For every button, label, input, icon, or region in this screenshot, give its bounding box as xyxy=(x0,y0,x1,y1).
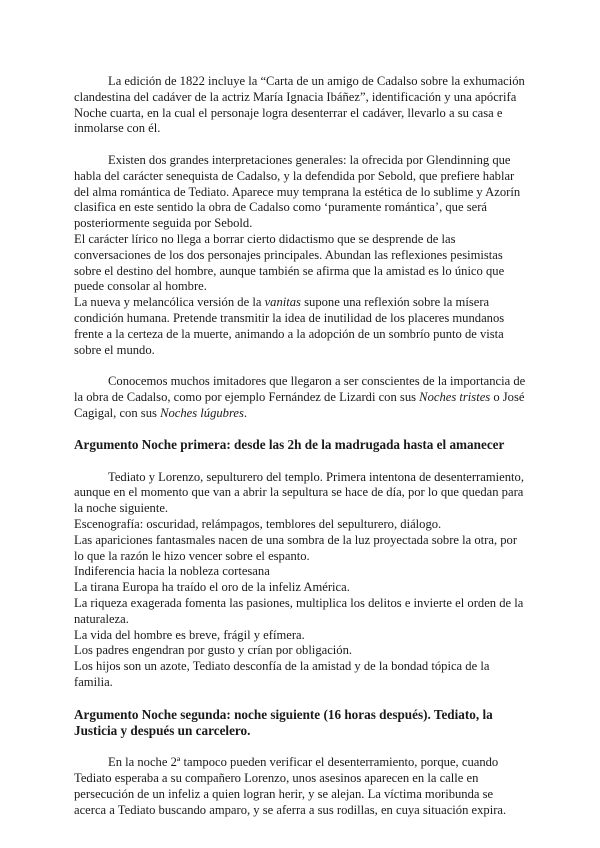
spacer xyxy=(74,740,526,756)
vanitas-text-post: supone una reflexión sobre la mísera condición humana. Pretende transmitir la idea de inutilidad de los placeres mundanos frente a la certeza de la muerte, animando a la adopción de un sombrío punto de vista sobre el mundo. xyxy=(74,295,505,357)
spacer xyxy=(74,137,526,153)
title-noches-tristes: Noches tristes xyxy=(419,389,491,404)
document-page xyxy=(74,74,526,819)
vanitas-term: vanitas xyxy=(264,295,301,310)
imitators-text-pre: Conocemos muchos imitadores que llegaron a ser conscientes de la importancia de la obra de Cadalso, como por ejemplo Fernández de Lizardi con sus xyxy=(74,374,526,404)
section1-line: Los hijos son un azote, Tediato desconfía de la amistad y de la bondad tópica de la familia. xyxy=(74,659,490,689)
section1-intro: Tediato y Lorenzo, sepulturero del templo. Primera intentona de desenterramiento, aunque en el momento que van a abrir la sepultura se hace de día, por lo que quedan para la noche siguiente. xyxy=(74,469,524,516)
section1-line: La tirana Europa ha traído el oro de la infeliz América. xyxy=(74,580,350,595)
section1-line: Escenografía: oscuridad, relámpagos, temblores del sepulturero, diálogo. xyxy=(74,517,442,532)
section1-line: Las apariciones fantasmales nacen de una sombra de la luz proyectada sobre la otra, por lo que la razón le hizo vencer sobre el espanto. xyxy=(74,532,518,563)
title-noches-lugubres: Noches lúgubres xyxy=(160,405,244,420)
section1-line: La riqueza exagerada fomenta las pasiones, multiplica los delitos e invierte el orden de la naturaleza. xyxy=(74,596,524,626)
spacer xyxy=(74,422,526,438)
paragraph-edition-1822: La edición de 1822 incluye la “Carta de un amigo de Cadalso sobre la exhumación clandestina del cadáver de la actriz María Ignacia Ibáñez”, identificación y una apócrifa Noche cuarta, en la cual el personaje logra desenterrar el cadáver, llevarlo a su casa e inmolarse con él. xyxy=(74,74,525,136)
section-heading-noche-primera: Argumento Noche primera: desde las 2h de la madrugada hasta el amanecer xyxy=(74,437,505,453)
section1-line: La vida del hombre es breve, frágil y efímera. xyxy=(74,627,305,642)
spacer xyxy=(74,691,526,707)
section1-line: Indiferencia hacia la nobleza cortesana xyxy=(74,564,270,579)
paragraph-imitators xyxy=(74,374,526,421)
section-heading-noche-segunda: Argumento Noche segunda: noche siguiente (16 horas después). Tediato, la Justicia y después un carcelero. xyxy=(74,706,493,739)
section2-intro: En la noche 2ª tampoco pueden verificar el desenterramiento, porque, cuando Tediato esperaba a su compañero Lorenzo, unos asesinos aparecen en la calle en persecución de un infeliz a quien logran herir, y se alejan. La víctima moribunda se acerca a Tediato buscando amparo, y se aferra a sus rodillas, en cuya situación expira. xyxy=(74,755,507,817)
spacer xyxy=(74,358,526,374)
imitators-text-post: . xyxy=(243,405,248,420)
paragraph-lyric-character: El carácter lírico no llega a borrar cierto didactismo que se desprende de las conversaciones de los dos personajes principales. Abundan las reflexiones pesimistas sobre el destino del hombre, aunque también se afirma que la amistad es lo único que puede consolar al hombre. xyxy=(74,231,505,294)
spacer xyxy=(74,454,526,470)
section1-line: Los padres engendran por gusto y crían por obligación. xyxy=(74,643,353,658)
imitators-text-mid: o José Cagigal, con sus xyxy=(74,389,525,420)
paragraph-vanitas xyxy=(74,295,526,358)
paragraph-interpretations: Existen dos grandes interpretaciones generales: la ofrecida por Glendinning que habla del carácter senequista de Cadalso, y la defendida por Sebold, que prefiere hablar del alma romántica de Tediato. Aparece muy temprana la estética de lo sublime y Azorín clasifica en este sentido la obra de Cadalso como ‘puramente romántica’, que será posteriormente seguida por Sebold. xyxy=(74,152,521,231)
vanitas-text-pre: La nueva y melancólica versión de la xyxy=(74,295,265,310)
